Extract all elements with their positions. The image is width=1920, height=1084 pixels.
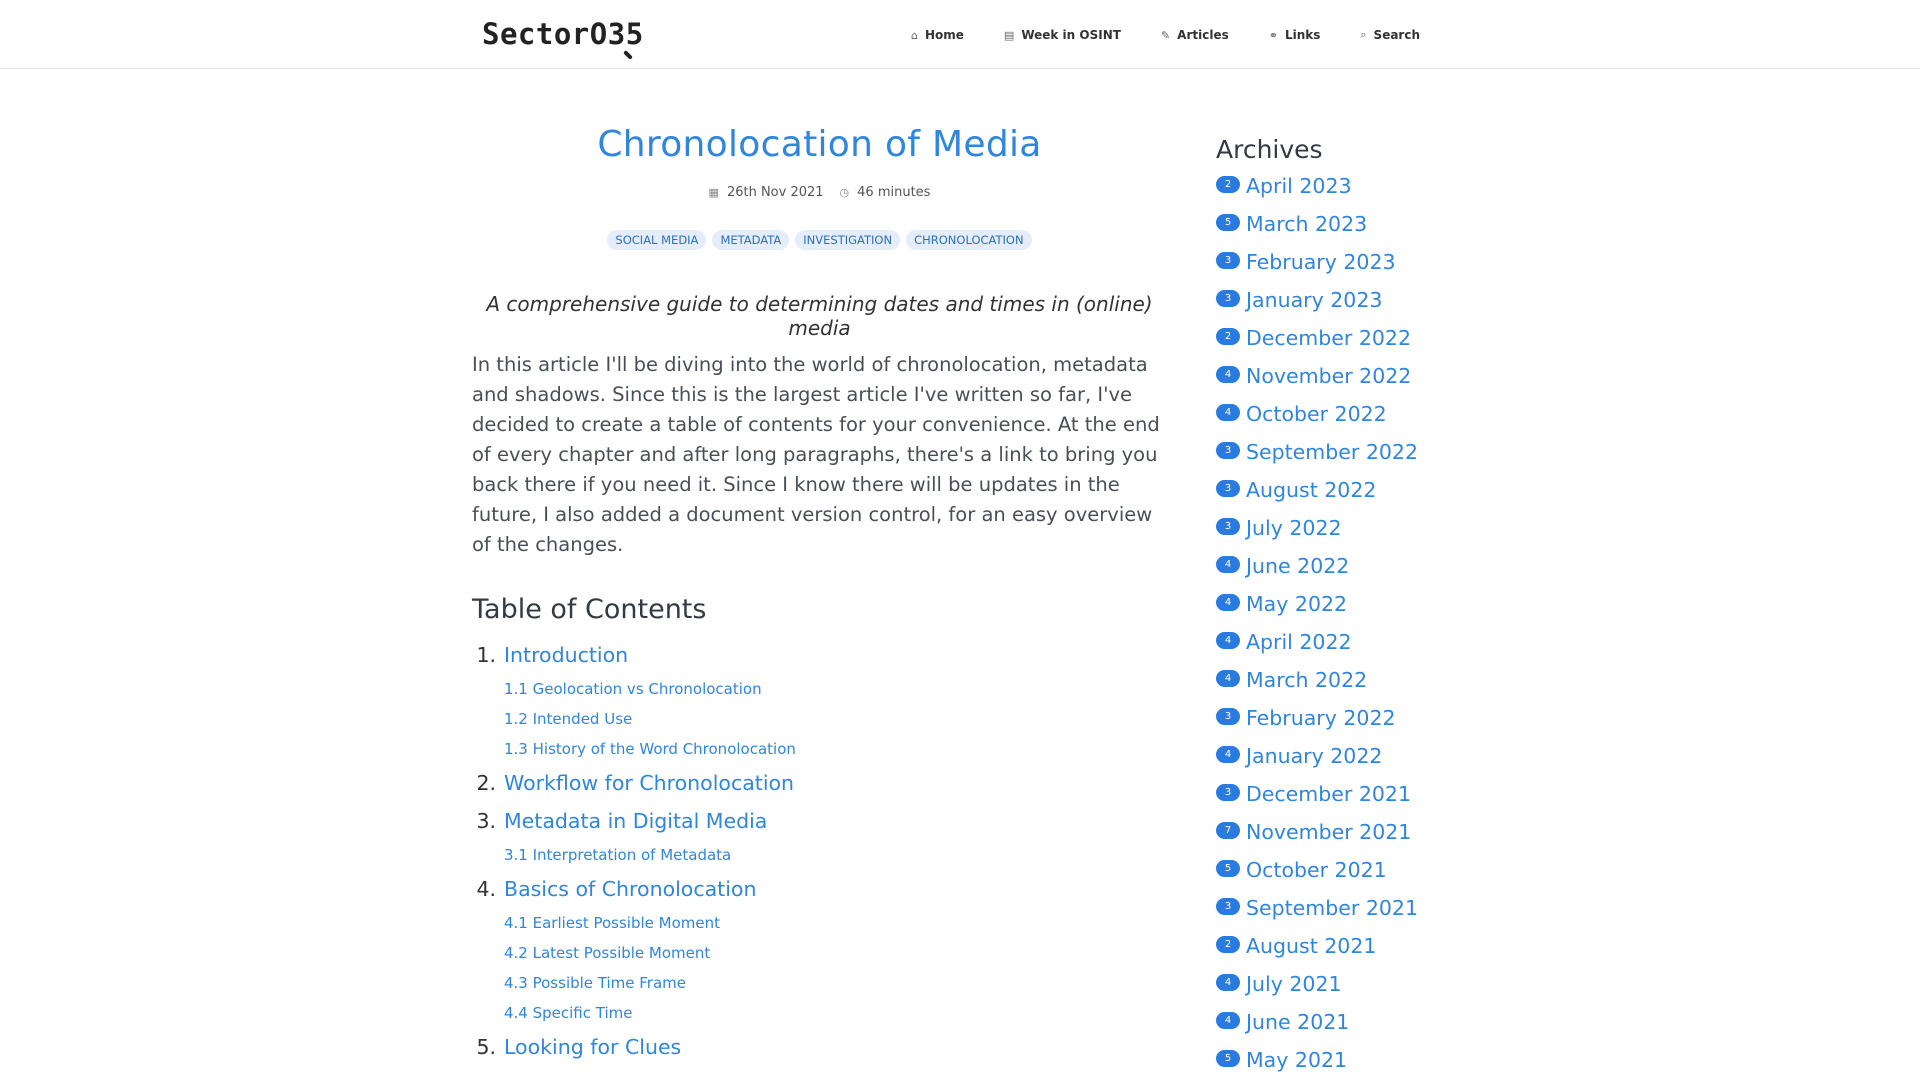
nav-home[interactable] xyxy=(911,28,964,42)
toc-subsection xyxy=(472,709,1167,729)
tag-metadata[interactable]: METADATA xyxy=(712,230,789,250)
archive-item xyxy=(1216,666,1476,704)
toc-heading: Table of Contents xyxy=(472,594,707,625)
nav-search[interactable] xyxy=(1360,28,1420,42)
toc-chapter-number: 3. xyxy=(476,809,496,833)
calendar-icon: ▦ xyxy=(708,186,719,199)
toc-link[interactable]: 1.3 History of the Word Chronolocation xyxy=(504,740,796,758)
article-title: Chronolocation of Media xyxy=(597,124,1042,165)
toc-link[interactable]: Metadata in Digital Media xyxy=(504,809,768,833)
nav-label: Week in OSINT xyxy=(1021,28,1121,42)
archive-item xyxy=(1216,400,1476,438)
tag-investigation[interactable]: INVESTIGATION xyxy=(795,230,900,250)
archive-count-badge: 3 xyxy=(1216,252,1240,269)
archive-item xyxy=(1216,286,1476,324)
archive-link[interactable]: June 2022 xyxy=(1246,554,1350,578)
archive-link[interactable]: November 2021 xyxy=(1246,820,1412,844)
archive-count-badge: 4 xyxy=(1216,594,1240,611)
archive-link[interactable]: July 2021 xyxy=(1246,972,1342,996)
toc-link[interactable]: 3.1 Interpretation of Metadata xyxy=(504,846,732,864)
toc-link[interactable]: 4.3 Possible Time Frame xyxy=(504,974,687,992)
logo-text: SectorO xyxy=(482,17,608,51)
archive-link[interactable]: May 2022 xyxy=(1246,592,1348,616)
article-meta xyxy=(472,185,1167,200)
archive-count-badge: 3 xyxy=(1216,708,1240,725)
archive-link[interactable]: March 2023 xyxy=(1246,212,1368,236)
article xyxy=(472,69,1167,1071)
toc-link[interactable]: Basics of Chronolocation xyxy=(504,877,757,901)
archive-link[interactable]: September 2022 xyxy=(1246,440,1418,464)
archive-link[interactable]: February 2023 xyxy=(1246,250,1396,274)
toc-subsection xyxy=(472,1003,1167,1023)
nav-links[interactable] xyxy=(1269,28,1321,42)
archive-link[interactable]: October 2022 xyxy=(1246,402,1387,426)
logo-text-tail: 5 xyxy=(625,17,644,51)
archives-heading: Archives xyxy=(1216,135,1323,164)
archive-link[interactable]: May 2021 xyxy=(1246,1048,1348,1072)
archive-count-badge: 4 xyxy=(1216,746,1240,763)
archive-item xyxy=(1216,324,1476,362)
tag-social-media[interactable]: SOCIAL MEDIA xyxy=(607,230,706,250)
archive-link[interactable]: July 2022 xyxy=(1246,516,1342,540)
archive-item xyxy=(1216,856,1476,894)
toc-chapter xyxy=(472,1033,1167,1061)
archive-item xyxy=(1216,476,1476,514)
archive-item xyxy=(1216,1008,1476,1046)
book-icon: ▤ xyxy=(1003,28,1015,42)
archive-item xyxy=(1216,742,1476,780)
archive-link[interactable]: August 2021 xyxy=(1246,934,1377,958)
toc-subsection xyxy=(472,973,1167,993)
logo-magnifier-char: 3 xyxy=(607,17,626,51)
archive-link[interactable]: January 2023 xyxy=(1246,288,1383,312)
toc-chapter xyxy=(472,641,1167,669)
toc-link[interactable]: 4.1 Earliest Possible Moment xyxy=(504,914,721,932)
archive-count-badge: 3 xyxy=(1216,518,1240,535)
toc-link[interactable]: Introduction xyxy=(504,643,629,667)
sidebar xyxy=(1216,69,1476,1084)
clock-icon: ◷ xyxy=(839,186,850,199)
main-nav xyxy=(911,28,1420,42)
site-logo[interactable] xyxy=(482,14,644,54)
archive-link[interactable]: April 2023 xyxy=(1246,174,1352,198)
archive-link[interactable]: October 2021 xyxy=(1246,858,1387,882)
archive-count-badge: 5 xyxy=(1216,214,1240,231)
archive-item xyxy=(1216,818,1476,856)
archive-link[interactable]: January 2022 xyxy=(1246,744,1383,768)
archive-item xyxy=(1216,172,1476,210)
archive-item xyxy=(1216,932,1476,970)
toc-chapter xyxy=(472,807,1167,835)
edit-icon: ✎ xyxy=(1160,28,1171,42)
archive-count-badge: 5 xyxy=(1216,860,1240,877)
toc-subsection xyxy=(472,679,1167,699)
toc-chapter-number: 4. xyxy=(476,877,496,901)
archive-link[interactable]: December 2022 xyxy=(1246,326,1411,350)
archive-item xyxy=(1216,704,1476,742)
archive-link[interactable]: November 2022 xyxy=(1246,364,1412,388)
toc-chapter-number: 5. xyxy=(476,1035,496,1059)
toc-subsection xyxy=(472,739,1167,759)
archive-item xyxy=(1216,894,1476,932)
nav-label: Links xyxy=(1284,28,1321,42)
archive-item xyxy=(1216,362,1476,400)
tag-list xyxy=(472,230,1167,250)
archive-item xyxy=(1216,552,1476,590)
search-icon: ⌕ xyxy=(1360,28,1367,41)
toc-chapter-number: 2. xyxy=(476,771,496,795)
article-intro: In this article I'll be diving into the world of chronolocation, metadata and shadows. Since this is the largest article I've written so far, I've decided to create a table of contents for your convenience. At the end of every chapter and after long paragraphs, there's a link to bring you back there if you need it. Since I know there will be updates in the future, I also added a document version control, for an easy overview of the changes. xyxy=(472,353,1160,556)
tag-chronolocation[interactable]: CHRONOLOCATION xyxy=(906,230,1032,250)
nav-label: Home xyxy=(924,28,964,42)
archive-item xyxy=(1216,780,1476,818)
archive-count-badge: 4 xyxy=(1216,404,1240,421)
archive-count-badge: 2 xyxy=(1216,936,1240,953)
archive-count-badge: 4 xyxy=(1216,556,1240,573)
archive-item xyxy=(1216,248,1476,286)
archive-item xyxy=(1216,1046,1476,1084)
article-read-time xyxy=(840,185,931,200)
archive-count-badge: 4 xyxy=(1216,670,1240,687)
archive-count-badge: 2 xyxy=(1216,176,1240,193)
archive-count-badge: 4 xyxy=(1216,974,1240,991)
date-text: 26th Nov 2021 xyxy=(726,185,824,200)
nav-label: Search xyxy=(1373,28,1420,42)
archive-count-badge: 2 xyxy=(1216,328,1240,345)
archive-count-badge: 3 xyxy=(1216,442,1240,459)
toc-subsection xyxy=(472,913,1167,933)
toc-link[interactable]: Looking for Clues xyxy=(504,1035,682,1059)
toc-link[interactable]: 1.2 Intended Use xyxy=(504,710,633,728)
toc-link[interactable]: 1.1 Geolocation vs Chronolocation xyxy=(504,680,762,698)
archive-count-badge: 3 xyxy=(1216,290,1240,307)
archive-item xyxy=(1216,628,1476,666)
article-date xyxy=(709,185,824,200)
nav-week-in-osint[interactable] xyxy=(1004,28,1121,42)
archive-count-badge: 3 xyxy=(1216,898,1240,915)
archive-link[interactable]: December 2021 xyxy=(1246,782,1411,806)
archive-link[interactable]: March 2022 xyxy=(1246,668,1368,692)
home-icon: ⌂ xyxy=(910,28,918,42)
archive-list xyxy=(1216,172,1476,1084)
archive-link[interactable]: August 2022 xyxy=(1246,478,1377,502)
archive-count-badge: 4 xyxy=(1216,366,1240,383)
archive-link[interactable]: April 2022 xyxy=(1246,630,1352,654)
nav-label: Articles xyxy=(1177,28,1229,42)
archive-link[interactable]: February 2022 xyxy=(1246,706,1396,730)
archive-item xyxy=(1216,970,1476,1008)
archive-link[interactable]: June 2021 xyxy=(1246,1010,1350,1034)
archive-link[interactable]: September 2021 xyxy=(1246,896,1418,920)
archive-count-badge: 7 xyxy=(1216,822,1240,839)
nav-articles[interactable] xyxy=(1161,28,1229,42)
archive-count-badge: 4 xyxy=(1216,1012,1240,1029)
toc-link[interactable]: Workflow for Chronolocation xyxy=(504,771,795,795)
toc-subsection xyxy=(472,845,1167,865)
archive-count-badge: 3 xyxy=(1216,480,1240,497)
archive-item xyxy=(1216,590,1476,628)
top-navbar xyxy=(0,0,1920,69)
toc-chapter-number: 1. xyxy=(476,643,496,667)
archive-item xyxy=(1216,210,1476,248)
link-icon: ⚭ xyxy=(1268,28,1278,42)
table-of-contents xyxy=(472,641,1167,1061)
toc-link[interactable]: 4.4 Specific Time xyxy=(504,1004,633,1022)
read-time-text: 46 minutes xyxy=(857,185,931,200)
toc-subsection xyxy=(472,943,1167,963)
toc-chapter xyxy=(472,769,1167,797)
archive-count-badge: 5 xyxy=(1216,1050,1240,1067)
article-subtitle: A comprehensive guide to determining dates and times in (online) media xyxy=(486,292,1153,340)
archive-count-badge: 3 xyxy=(1216,784,1240,801)
toc-link[interactable]: 4.2 Latest Possible Moment xyxy=(504,944,711,962)
archive-count-badge: 4 xyxy=(1216,632,1240,649)
archive-item xyxy=(1216,514,1476,552)
toc-chapter xyxy=(472,875,1167,903)
archive-item xyxy=(1216,438,1476,476)
